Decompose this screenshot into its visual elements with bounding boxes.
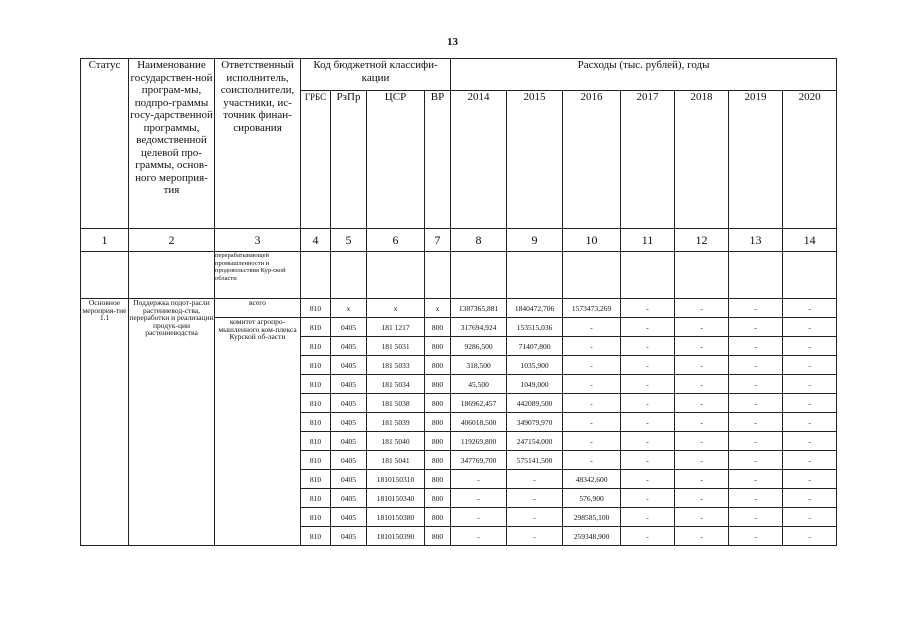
column-number: 5: [331, 229, 367, 252]
cell-rzpr: 0405: [331, 356, 367, 375]
column-number: 11: [621, 229, 675, 252]
cell-rzpr: 0405: [331, 337, 367, 356]
cell-vr: 800: [425, 394, 451, 413]
header-vr: ВР: [425, 91, 451, 229]
cell-amount: 406018,500: [451, 413, 507, 432]
cell-amount: -: [621, 508, 675, 527]
cell-amount: -: [675, 508, 729, 527]
cell-amount: -: [783, 470, 837, 489]
cell-amount: -: [783, 337, 837, 356]
cell-amount: -: [675, 432, 729, 451]
header-csr: ЦСР: [367, 91, 425, 229]
column-number: 6: [367, 229, 425, 252]
cell-rzpr: 0405: [331, 394, 367, 413]
cell-rzpr: 0405: [331, 413, 367, 432]
cell-amount: -: [507, 489, 563, 508]
cell-amount: -: [621, 489, 675, 508]
cell-amount: -: [675, 451, 729, 470]
cell-grbs: 810: [301, 470, 331, 489]
cell-grbs: 810: [301, 318, 331, 337]
cell-amount: -: [783, 356, 837, 375]
cell-amount: -: [621, 470, 675, 489]
cell-grbs: 810: [301, 413, 331, 432]
cell-grbs: 810: [301, 489, 331, 508]
cell-csr: 1810150340: [367, 489, 425, 508]
cell-vr: 800: [425, 508, 451, 527]
cell-grbs: 810: [301, 337, 331, 356]
cell-csr: 1810150380: [367, 508, 425, 527]
cell-amount: -: [729, 432, 783, 451]
cell-amount: -: [621, 394, 675, 413]
cell-amount: -: [729, 356, 783, 375]
cell-rzpr: х: [331, 299, 367, 318]
cell-amount: -: [675, 318, 729, 337]
cell-csr: х: [367, 299, 425, 318]
cell-amount: -: [621, 527, 675, 546]
cell-amount: -: [729, 413, 783, 432]
cell-amount: -: [729, 489, 783, 508]
cell-grbs: 810: [301, 375, 331, 394]
cell-amount: 1840472,706: [507, 299, 563, 318]
cell-grbs: 810: [301, 299, 331, 318]
cell-vr: х: [425, 299, 451, 318]
cell-amount: -: [783, 318, 837, 337]
total-row: [81, 299, 837, 318]
cell-amount: -: [729, 337, 783, 356]
cell-amount: -: [729, 299, 783, 318]
cell-amount: -: [563, 413, 621, 432]
cell-amount: -: [783, 451, 837, 470]
cell-amount: 317694,924: [451, 318, 507, 337]
cell-amount: -: [729, 318, 783, 337]
column-number: 2: [129, 229, 215, 252]
column-number: 12: [675, 229, 729, 252]
cell-amount: -: [783, 375, 837, 394]
cell-csr: 181 5034: [367, 375, 425, 394]
cell-amount: -: [729, 394, 783, 413]
cell-amount: 318,500: [451, 356, 507, 375]
cell-amount: -: [451, 527, 507, 546]
cell-amount: -: [621, 375, 675, 394]
cell-amount: -: [675, 356, 729, 375]
cell-amount: 576,900: [563, 489, 621, 508]
column-number: 3: [215, 229, 301, 252]
cell-amount: -: [507, 508, 563, 527]
cell-rzpr: 0405: [331, 451, 367, 470]
cell-amount: -: [783, 432, 837, 451]
column-number: 10: [563, 229, 621, 252]
header-year: 2019: [729, 91, 783, 229]
measure-status: Основное мероприя-тие 1.1: [81, 299, 129, 546]
cell-amount: -: [783, 527, 837, 546]
cell-amount: 575141,500: [507, 451, 563, 470]
cell-amount: -: [783, 394, 837, 413]
column-number: 1: [81, 229, 129, 252]
cell-csr: 181 5038: [367, 394, 425, 413]
cell-amount: -: [675, 337, 729, 356]
cell-grbs: 810: [301, 527, 331, 546]
header-grbs: ГРБС: [301, 91, 331, 229]
cell-amount: -: [621, 413, 675, 432]
cell-csr: 1810150390: [367, 527, 425, 546]
cell-vr: 800: [425, 375, 451, 394]
column-number: 13: [729, 229, 783, 252]
column-number: 8: [451, 229, 507, 252]
header-expenses: Расходы (тыс. рублей), годы: [451, 59, 837, 91]
cell-amount: -: [675, 299, 729, 318]
cell-amount: 48342,600: [563, 470, 621, 489]
column-number: 9: [507, 229, 563, 252]
cell-vr: 800: [425, 470, 451, 489]
cell-rzpr: 0405: [331, 527, 367, 546]
header-year: 2020: [783, 91, 837, 229]
cell-amount: 71407,800: [507, 337, 563, 356]
cell-rzpr: 0405: [331, 375, 367, 394]
header-status: Статус: [81, 59, 129, 229]
cell-vr: 800: [425, 413, 451, 432]
column-number: 14: [783, 229, 837, 252]
cell-csr: 181 1217: [367, 318, 425, 337]
cell-amount: 119269,800: [451, 432, 507, 451]
cell-amount: 1035,900: [507, 356, 563, 375]
cell-amount: -: [621, 432, 675, 451]
cell-vr: 800: [425, 489, 451, 508]
cell-vr: 800: [425, 356, 451, 375]
cell-amount: -: [675, 375, 729, 394]
cell-amount: -: [451, 508, 507, 527]
cell-amount: 247154,000: [507, 432, 563, 451]
cell-amount: -: [729, 451, 783, 470]
cell-amount: 45,500: [451, 375, 507, 394]
cell-amount: -: [729, 508, 783, 527]
cell-vr: 800: [425, 432, 451, 451]
column-number: 4: [301, 229, 331, 252]
cell-rzpr: 0405: [331, 318, 367, 337]
cell-amount: -: [729, 470, 783, 489]
cell-amount: 1573473,269: [563, 299, 621, 318]
cell-vr: 800: [425, 527, 451, 546]
cell-amount: 186962,457: [451, 394, 507, 413]
cell-amount: 349079,970: [507, 413, 563, 432]
header-year: 2014: [451, 91, 507, 229]
cell-amount: -: [563, 356, 621, 375]
cell-amount: 1049,000: [507, 375, 563, 394]
cell-amount: -: [451, 470, 507, 489]
cell-amount: -: [621, 318, 675, 337]
cell-grbs: 810: [301, 356, 331, 375]
continuation-text: перерабатывающей промышленности и продовольствия Кур-ской области: [215, 252, 301, 299]
cell-amount: -: [675, 394, 729, 413]
cell-amount: 259348,900: [563, 527, 621, 546]
cell-vr: 800: [425, 451, 451, 470]
committee-label: комитет агропро-мышленного ком-плекса Курской об-ласти: [215, 318, 301, 546]
cell-csr: 181 5031: [367, 337, 425, 356]
cell-amount: 153515,036: [507, 318, 563, 337]
cell-grbs: 810: [301, 508, 331, 527]
cell-csr: 181 5033: [367, 356, 425, 375]
cell-amount: -: [621, 356, 675, 375]
measure-name: Поддержка подот-расли растениевод-ства, переработки и реализации продук-ции растениеводства: [129, 299, 215, 546]
cell-amount: -: [563, 337, 621, 356]
header-year: 2018: [675, 91, 729, 229]
cell-rzpr: 0405: [331, 508, 367, 527]
header-responsible: Ответственный исполнитель, соисполнители, участники, ис-точник финан-сирования: [215, 59, 301, 229]
cell-amount: -: [621, 299, 675, 318]
cell-amount: -: [451, 489, 507, 508]
page-number: 13: [447, 36, 458, 48]
cell-amount: -: [621, 337, 675, 356]
cell-amount: 9286,500: [451, 337, 507, 356]
cell-csr: 181 5039: [367, 413, 425, 432]
cell-amount: -: [783, 299, 837, 318]
cell-amount: 1387365,881: [451, 299, 507, 318]
cell-amount: -: [563, 318, 621, 337]
cell-amount: -: [507, 527, 563, 546]
cell-csr: 181 5041: [367, 451, 425, 470]
cell-amount: -: [563, 451, 621, 470]
cell-amount: -: [729, 375, 783, 394]
cell-amount: 347769,700: [451, 451, 507, 470]
cell-amount: 298585,100: [563, 508, 621, 527]
budget-table: [80, 58, 837, 546]
total-label: всего: [215, 299, 301, 318]
column-number-row: [81, 229, 837, 252]
cell-amount: -: [675, 413, 729, 432]
cell-amount: 442089,500: [507, 394, 563, 413]
cell-grbs: 810: [301, 394, 331, 413]
cell-csr: 1810150310: [367, 470, 425, 489]
cell-amount: -: [783, 508, 837, 527]
cell-rzpr: 0405: [331, 489, 367, 508]
header-rzpr: РзПр: [331, 91, 367, 229]
continuation-row: [81, 252, 837, 299]
cell-amount: -: [783, 413, 837, 432]
cell-rzpr: 0405: [331, 470, 367, 489]
header-budget-code: Код бюджетной классифи-кации: [301, 59, 451, 91]
column-number: 7: [425, 229, 451, 252]
cell-grbs: 810: [301, 432, 331, 451]
header-name: Наименование государствен-ной програм-мы, подпро-граммы госу-дарственной программы, ведомственной целевой про-граммы, основ-ного мероприя-тия: [129, 59, 215, 229]
cell-amount: -: [563, 432, 621, 451]
header-year: 2015: [507, 91, 563, 229]
cell-amount: -: [783, 489, 837, 508]
header-year: 2017: [621, 91, 675, 229]
cell-csr: 181 5040: [367, 432, 425, 451]
cell-amount: -: [563, 375, 621, 394]
cell-vr: 800: [425, 318, 451, 337]
cell-amount: -: [675, 470, 729, 489]
cell-grbs: 810: [301, 451, 331, 470]
cell-amount: -: [675, 527, 729, 546]
cell-vr: 800: [425, 337, 451, 356]
cell-rzpr: 0405: [331, 432, 367, 451]
cell-amount: -: [729, 527, 783, 546]
cell-amount: -: [675, 489, 729, 508]
header-year: 2016: [563, 91, 621, 229]
cell-amount: -: [563, 394, 621, 413]
cell-amount: -: [507, 470, 563, 489]
cell-amount: -: [621, 451, 675, 470]
